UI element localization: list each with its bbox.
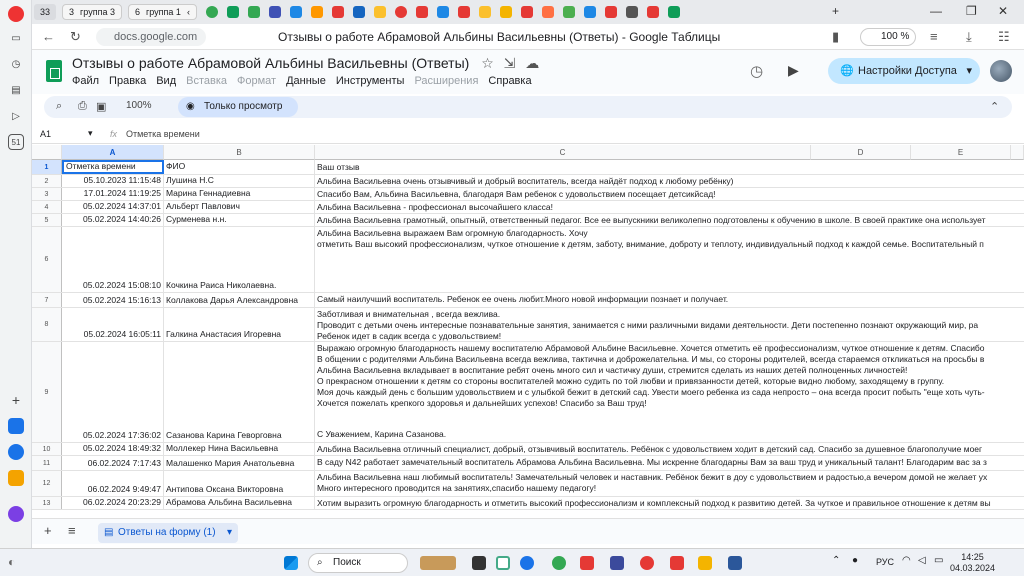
taskbar bbox=[0, 548, 1024, 576]
table-row[interactable] bbox=[32, 214, 1024, 227]
cell-timestamp[interactable]: 06.02.2024 20:23:29 bbox=[62, 497, 164, 509]
back-icon[interactable]: ← bbox=[42, 29, 55, 44]
eye-icon: ◉ bbox=[186, 101, 195, 112]
row-number[interactable]: 3 bbox=[32, 188, 62, 200]
table-row[interactable] bbox=[32, 342, 1024, 443]
menu-icon[interactable]: ≡ bbox=[930, 29, 938, 44]
file-explorer-icon[interactable] bbox=[698, 556, 712, 570]
form-icon: ▤ bbox=[104, 527, 114, 538]
print-icon[interactable]: ⎙ bbox=[78, 100, 87, 112]
url-field[interactable] bbox=[96, 28, 206, 46]
volume-icon[interactable]: ◁ bbox=[918, 555, 926, 566]
yandex-icon[interactable] bbox=[640, 556, 654, 570]
cell-timestamp-header[interactable]: Отметка времени bbox=[62, 160, 164, 174]
cell-review[interactable] bbox=[315, 443, 1024, 455]
avatar[interactable] bbox=[990, 60, 1012, 82]
tab-favicon[interactable] bbox=[668, 6, 680, 18]
row-number[interactable]: 5 bbox=[32, 214, 62, 226]
yandex-browser-icon[interactable] bbox=[580, 556, 594, 570]
sidebar-badge[interactable]: 51 bbox=[8, 134, 24, 150]
chat-icon[interactable] bbox=[496, 556, 510, 570]
word-icon[interactable] bbox=[728, 556, 742, 570]
row-number[interactable]: 1 bbox=[32, 160, 62, 174]
cell-review[interactable] bbox=[315, 201, 1024, 213]
review-line: Альбина Васильевна наш любимый воспитатель! Замечательный человек и наставник. Ребёнок бежит в доу с удовольствием и радостью,а вечером домой не желает ух bbox=[317, 472, 988, 482]
market-icon[interactable] bbox=[8, 470, 24, 486]
menu-edit[interactable]: Правка bbox=[109, 75, 147, 87]
reload-icon[interactable]: ↻ bbox=[70, 29, 81, 44]
review-line: С Уважением, Карина Сазанова. bbox=[317, 429, 447, 439]
zoom-select[interactable]: 100% bbox=[126, 100, 152, 111]
sheet-tab-responses[interactable] bbox=[98, 523, 238, 543]
cell-timestamp[interactable]: 05.02.2024 14:37:01 bbox=[62, 201, 164, 213]
review-line: Альбина Васильевна очень отзывчивый и добрый воспитатель, всегда найдёт подход к любому ребёнку) bbox=[317, 176, 734, 186]
table-row[interactable] bbox=[32, 308, 1024, 342]
cell-name[interactable]: Сазанова Карина Геворговна bbox=[164, 342, 315, 442]
meet-icon[interactable]: ▶ bbox=[788, 62, 799, 78]
table-row[interactable] bbox=[32, 175, 1024, 188]
column-header-c[interactable]: C bbox=[315, 145, 811, 160]
app-icon[interactable] bbox=[8, 418, 24, 434]
column-header-d[interactable]: D bbox=[811, 145, 911, 160]
restore-icon[interactable]: ❐ bbox=[966, 4, 977, 18]
review-line: Выражаю огромную благодарность нашему воспитателю Абрамовой Альбине Васильевне. Хочется отметить её профессионализм, чуткое отношение к детям. Спасибо bbox=[317, 343, 985, 353]
tab-favicon[interactable] bbox=[206, 6, 218, 18]
row-number[interactable]: 6 bbox=[32, 227, 62, 292]
cell-review[interactable] bbox=[315, 308, 1024, 341]
tab-favicon[interactable] bbox=[605, 6, 617, 18]
new-tab-icon[interactable]: + bbox=[832, 4, 840, 18]
review-line: Альбина Васильевна отличный специалист, добрый, отзывчивый воспитатель. Ребёнок с удовольствием ходит в детский сад. Спасибо за душевное благополучие моег bbox=[317, 444, 983, 454]
document-title[interactable] bbox=[72, 55, 539, 72]
tab-favicon[interactable] bbox=[227, 6, 239, 18]
app-b-icon[interactable] bbox=[610, 556, 624, 570]
move-icon[interactable]: ⇲ bbox=[503, 55, 516, 71]
review-line bbox=[317, 419, 1022, 429]
menu-file[interactable]: Файл bbox=[72, 75, 100, 87]
row-number[interactable]: 4 bbox=[32, 201, 62, 213]
cell-name[interactable]: Галкина Анастасия Игоревна bbox=[164, 308, 315, 341]
close-icon[interactable]: ✕ bbox=[998, 4, 1009, 18]
cell-timestamp[interactable]: 06.02.2024 7:17:43 bbox=[62, 456, 164, 470]
mail-icon[interactable] bbox=[8, 444, 24, 460]
cell-timestamp[interactable]: 17.01.2024 11:19:25 bbox=[62, 188, 164, 200]
tab-favicon[interactable] bbox=[458, 6, 470, 18]
review-line: Много интересного проводится на занятиях,спасибо нашему педагогу! bbox=[317, 483, 597, 493]
tab-favicon[interactable] bbox=[542, 6, 554, 18]
cell-review[interactable] bbox=[315, 456, 1024, 470]
tab-favicon[interactable] bbox=[563, 6, 575, 18]
menu-bar bbox=[72, 75, 532, 87]
review-line: Проводит с детьми очень интересные познавательные занятия, занимается с ними различными видами деятельности. Дети постепенно познают окружающий мир, ра bbox=[317, 320, 979, 330]
tab-favicon[interactable] bbox=[311, 6, 323, 18]
search-icon[interactable]: ⌕ bbox=[56, 100, 63, 112]
row-number[interactable]: 7 bbox=[32, 293, 62, 307]
tab-favicon[interactable] bbox=[353, 6, 365, 18]
cell-timestamp[interactable]: 05.02.2024 15:08:10 bbox=[62, 227, 164, 292]
name-box[interactable]: A1 bbox=[40, 129, 52, 139]
tab-group-1[interactable] bbox=[128, 4, 197, 20]
review-line: Самый наилучший воспитатель. Ребенок ее очень любит.Много новой информации познает и получает. bbox=[317, 294, 729, 304]
cell-review[interactable] bbox=[315, 342, 1024, 442]
clock-date: 04.03.2024 bbox=[950, 563, 996, 573]
table-row[interactable] bbox=[32, 227, 1024, 293]
cell-timestamp[interactable]: 05.02.2024 18:49:32 bbox=[62, 443, 164, 455]
menu-tools[interactable]: Инструменты bbox=[335, 75, 405, 87]
tab-group-label: группа 1 bbox=[145, 7, 181, 17]
tab-favicon[interactable] bbox=[437, 6, 449, 18]
review-line: Альбина Васильевна вкладывает в воспитание ребят очень много сил и частичку души, стремится сделать из наших детей полноценных личностей! bbox=[317, 365, 908, 375]
tab-favicon[interactable] bbox=[269, 6, 281, 18]
column-header-a[interactable]: A bbox=[62, 145, 164, 160]
menu-format[interactable]: Формат bbox=[237, 75, 277, 87]
task-view-icon[interactable] bbox=[472, 556, 486, 570]
profile-icon[interactable] bbox=[8, 6, 24, 22]
row-number[interactable]: 2 bbox=[32, 175, 62, 187]
row-number[interactable]: 13 bbox=[32, 497, 62, 509]
cell-timestamp[interactable]: 05.02.2024 16:05:11 bbox=[62, 308, 164, 341]
formula-input[interactable]: Отметка времени bbox=[126, 129, 200, 139]
chevron-down-icon[interactable]: ▾ bbox=[966, 65, 972, 77]
review-line: Ребенок идет в садик всегда с удовольствием! bbox=[317, 331, 502, 341]
share-label: Настройки Доступа bbox=[858, 65, 957, 77]
view-only-badge[interactable] bbox=[178, 97, 298, 117]
add-icon[interactable]: + bbox=[11, 392, 21, 408]
cell-name[interactable]: Антипова Оксана Викторовна bbox=[164, 471, 315, 496]
taskbar-search[interactable] bbox=[308, 553, 408, 573]
menu-insert[interactable]: Вставка bbox=[186, 75, 228, 87]
cell-timestamp[interactable]: 05.10.2023 11:15:48 bbox=[62, 175, 164, 187]
tab-favicon[interactable] bbox=[395, 6, 407, 18]
document-title-text: Отзывы о работе Абрамовой Альбины Васильевны (Ответы) bbox=[72, 55, 470, 71]
review-line: Ваш отзыв bbox=[317, 162, 360, 172]
table-row[interactable] bbox=[32, 443, 1024, 456]
cell-name[interactable]: Коллакова Дарья Александровна bbox=[164, 293, 315, 307]
url-text: docs.google.com bbox=[114, 31, 198, 43]
review-line: В саду N42 работает замечательный воспитатель Абрамова Альбина Васильевна. Мы искренне благодарны Вам за ваш труд и уникальный талант! Благодарим вас за з bbox=[317, 457, 987, 467]
row-number[interactable]: 8 bbox=[32, 308, 62, 341]
microphone-icon[interactable]: ● bbox=[852, 555, 859, 566]
minimize-icon[interactable]: — bbox=[930, 4, 942, 18]
search-icon: ⌕ bbox=[317, 557, 323, 568]
cell-review-header[interactable] bbox=[315, 160, 1024, 174]
column-header-e[interactable]: E bbox=[911, 145, 1011, 160]
cell-review[interactable] bbox=[315, 293, 1024, 307]
table-row[interactable] bbox=[32, 293, 1024, 308]
tab-favicon[interactable] bbox=[248, 6, 260, 18]
table-row[interactable] bbox=[32, 188, 1024, 201]
table-row[interactable] bbox=[32, 201, 1024, 214]
language-indicator[interactable]: РУС bbox=[876, 557, 895, 567]
tab-favicon[interactable] bbox=[290, 6, 302, 18]
sheets-logo-icon[interactable] bbox=[46, 60, 62, 82]
review-line: Хочется пожелать крепкого здоровья и дальнейших успехов! Спасибо за Ваш труд! bbox=[317, 398, 647, 408]
cell-review[interactable] bbox=[315, 188, 1024, 200]
tray-chevron-icon[interactable]: ⌃ bbox=[832, 555, 841, 566]
review-line: Альбина Васильевна - профессионал высочайшего класса! bbox=[317, 202, 554, 212]
add-sheet-icon[interactable]: + bbox=[44, 523, 52, 538]
cell-review[interactable] bbox=[315, 497, 1024, 509]
row-number[interactable]: 9 bbox=[32, 342, 62, 442]
cell-review[interactable] bbox=[315, 214, 1024, 226]
fx-icon: fx bbox=[110, 129, 118, 139]
collections-icon[interactable]: ▤ bbox=[11, 84, 21, 96]
share-button[interactable] bbox=[828, 58, 980, 84]
windows-start-icon[interactable] bbox=[284, 556, 298, 570]
tab-favicon[interactable] bbox=[647, 6, 659, 18]
tab-favicon[interactable] bbox=[500, 6, 512, 18]
cell-name[interactable]: Моллекер Нина Васильевна bbox=[164, 443, 315, 455]
wifi-icon[interactable]: ◠ bbox=[902, 555, 911, 566]
spreadsheet-grid[interactable] bbox=[32, 145, 1024, 512]
globe-icon: 🌐 bbox=[840, 65, 854, 77]
formula-bar bbox=[32, 126, 1024, 144]
cloud-icon[interactable]: ☁ bbox=[525, 55, 540, 71]
clock-time: 14:25 bbox=[961, 552, 984, 562]
menu-help[interactable]: Справка bbox=[488, 75, 532, 87]
battery-icon[interactable]: ▭ bbox=[934, 555, 944, 566]
table-row[interactable] bbox=[32, 456, 1024, 471]
cell-name[interactable]: Кочкина Раиса Николаевна. bbox=[164, 227, 315, 292]
review-line: Моя дочь каждый день с большим удовольствием и с улыбкой бежит в детский сад. Увести моего ребенка из сада непросто – она всегда просит побыть "еще хоть чуть- bbox=[317, 387, 985, 397]
play-icon[interactable]: ▷ bbox=[12, 110, 20, 122]
column-header-b[interactable]: B bbox=[164, 145, 315, 160]
column-header-f[interactable] bbox=[1011, 145, 1024, 160]
chevron-left-icon: ‹ bbox=[186, 7, 190, 17]
sheet-tab-label: Ответы на форму (1) bbox=[118, 527, 216, 538]
cell-name[interactable]: Абрамова Альбина Васильевна bbox=[164, 497, 315, 509]
tab-favicon[interactable] bbox=[626, 6, 638, 18]
view-only-label: Только просмотр bbox=[204, 101, 283, 112]
bookmark-icon[interactable]: ▮ bbox=[832, 29, 840, 44]
review-line bbox=[317, 409, 1022, 419]
review-line: Альбина Васильевна выражаем Вам огромную благодарность. Хочу bbox=[317, 228, 588, 238]
history-icon[interactable]: ◷ bbox=[11, 58, 21, 70]
review-line: Заботливая и внимательная , всегда вежлива. bbox=[317, 309, 501, 319]
cell-name[interactable]: Сурменева н.н. bbox=[164, 214, 315, 226]
cell-name-header[interactable]: ФИО bbox=[164, 160, 315, 174]
menu-view[interactable]: Вид bbox=[156, 75, 177, 87]
tab-favicon[interactable] bbox=[332, 6, 344, 18]
tab-group-3[interactable] bbox=[62, 4, 122, 20]
review-line: Хотим выразить огромную благодарность и отметить высокий профессионализм и комплексный подход к развитию детей. За чуткое и правильное отношение к детям вы bbox=[317, 498, 991, 508]
collapse-icon[interactable]: ⌃ bbox=[990, 101, 1000, 113]
table-row[interactable] bbox=[32, 497, 1024, 510]
review-line: отметить Ваш высокий профессионализм, чуткое отношение к детям, заботу, внимание, доброту и теплоту, индивидуальный подход к каждой семье. Воспитательный п bbox=[317, 239, 984, 249]
cell-timestamp[interactable]: 05.02.2024 14:40:26 bbox=[62, 214, 164, 226]
chevron-down-icon[interactable]: ▾ bbox=[226, 527, 232, 538]
paint-format-icon[interactable]: ▣ bbox=[96, 101, 107, 113]
taskbar-search-label: Поиск bbox=[333, 557, 361, 568]
extension-icon[interactable]: ☷ bbox=[998, 29, 1010, 44]
all-sheets-icon[interactable]: ≡ bbox=[68, 523, 76, 538]
sheet-bar bbox=[32, 518, 1024, 544]
tab-group-count: 3 bbox=[69, 7, 75, 17]
cell-timestamp[interactable]: 05.02.2024 15:16:13 bbox=[62, 293, 164, 307]
review-line: Спасибо Вам, Альбина Васильевна, благодаря Вам ребенок с удовольствием посещает детсикйсад! bbox=[317, 189, 716, 199]
address-bar bbox=[32, 24, 1024, 50]
cell-review[interactable] bbox=[315, 471, 1024, 496]
tab-favicon[interactable] bbox=[521, 6, 533, 18]
tab-favicon[interactable] bbox=[479, 6, 491, 18]
cell-name[interactable]: Лушина Н.С bbox=[164, 175, 315, 187]
tab-favicon[interactable] bbox=[374, 6, 386, 18]
search-highlight-icon bbox=[420, 556, 456, 570]
row-number[interactable]: 12 bbox=[32, 471, 62, 496]
cell-timestamp[interactable]: 05.02.2024 17:36:02 bbox=[62, 342, 164, 442]
edge-icon[interactable] bbox=[520, 556, 534, 570]
review-line: Альбина Васильевна грамотный, опытный, ответственный педагог. Все ее выпускники великолепно подготовлены к обучению в школе. В своей практике она использует bbox=[317, 215, 986, 225]
zoom-indicator[interactable] bbox=[860, 28, 916, 46]
yandex-app-icon[interactable] bbox=[670, 556, 684, 570]
menu-extensions[interactable]: Расширения bbox=[414, 75, 479, 87]
cell-name[interactable]: Марина Геннадиевна bbox=[164, 188, 315, 200]
tab-count[interactable]: 33 bbox=[34, 4, 56, 20]
row-number[interactable]: 10 bbox=[32, 443, 62, 455]
menu-data[interactable]: Данные bbox=[286, 75, 326, 87]
review-line: О прекрасном отношении к детям со стороны воспитателей можно судить по той любви и привязанности детей, которые видно любому, заходящему в группу. bbox=[317, 376, 945, 386]
tab-group-count: 6 bbox=[134, 7, 140, 17]
download-icon[interactable]: ⤓ bbox=[966, 29, 972, 44]
page-title: Отзывы о работе Абрамовой Альбины Васильевны (Ответы) - Google Таблицы bbox=[278, 30, 721, 44]
toolbar bbox=[44, 96, 1012, 118]
cell-review[interactable] bbox=[315, 175, 1024, 187]
docs-header bbox=[32, 50, 1024, 94]
tab-favicon[interactable] bbox=[584, 6, 596, 18]
review-line: В общении с родителями Альбина Васильевна всегда вежлива, тактична и доброжелательна. И мы, со стороны родителей, всегда стараемся откликаться на просьбы в bbox=[317, 354, 985, 364]
tablet-icon[interactable]: ▭ bbox=[11, 32, 21, 44]
cell-name[interactable]: Малашенко Мария Анатольевна bbox=[164, 456, 315, 470]
chrome-icon[interactable] bbox=[552, 556, 566, 570]
tab-favicon[interactable] bbox=[416, 6, 428, 18]
cell-review[interactable] bbox=[315, 227, 1024, 292]
chevron-down-icon[interactable]: ▾ bbox=[88, 128, 93, 138]
row-number[interactable]: 11 bbox=[32, 456, 62, 470]
zoom-text: 100 % bbox=[881, 31, 910, 42]
alice-icon[interactable] bbox=[8, 506, 24, 522]
clock[interactable] bbox=[950, 552, 995, 574]
header-row[interactable] bbox=[32, 160, 1024, 175]
tab-group-label: группа 3 bbox=[80, 7, 115, 17]
cell-timestamp[interactable]: 06.02.2024 9:49:47 bbox=[62, 471, 164, 496]
version-history-icon[interactable]: ◷ bbox=[750, 63, 764, 80]
weather-icon[interactable]: ◐ bbox=[8, 555, 16, 569]
star-icon[interactable]: ☆ bbox=[481, 55, 494, 71]
tab-strip bbox=[32, 0, 1024, 24]
table-row[interactable] bbox=[32, 471, 1024, 497]
select-all-corner[interactable] bbox=[32, 145, 62, 160]
cell-name[interactable]: Альберт Павлович bbox=[164, 201, 315, 213]
browser-sidebar bbox=[0, 0, 32, 548]
